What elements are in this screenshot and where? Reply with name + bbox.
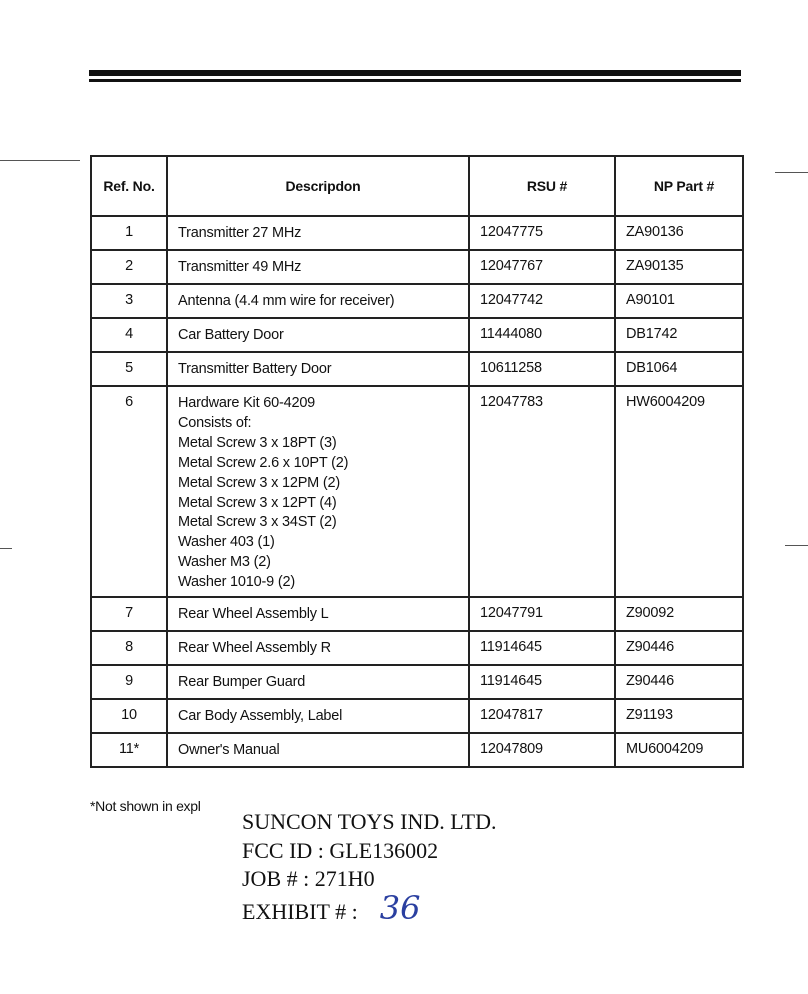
cell-description — [167, 352, 469, 386]
header-rule-thin — [89, 79, 741, 82]
description-line: Antenna (4.4 mm wire for receiver) — [178, 293, 395, 309]
description-line: Washer M3 (2) — [178, 554, 271, 571]
cell-np-part: DB1742 — [615, 318, 743, 352]
description-line: Car Body Assembly, Label — [178, 708, 343, 724]
table-row — [91, 318, 743, 352]
cell-rsu: 12047775 — [469, 216, 615, 250]
cell-ref-no: 2 — [91, 250, 167, 284]
table-row — [91, 733, 743, 767]
cell-np-part: DB1064 — [615, 352, 743, 386]
description-line: Transmitter Battery Door — [178, 361, 332, 377]
stamp-exhibit-label: EXHIBIT # : — [242, 898, 358, 924]
cell-np-part: MU6004209 — [615, 733, 743, 767]
cell-np-part: Z90446 — [615, 631, 743, 665]
description-line: Rear Bumper Guard — [178, 674, 306, 690]
table-row — [91, 352, 743, 386]
cell-np-part: Z90092 — [615, 597, 743, 631]
description-line: Owner's Manual — [178, 742, 280, 758]
cell-description — [167, 699, 469, 733]
header-np-part: NP Part # — [615, 156, 743, 216]
description-line: Car Battery Door — [178, 327, 284, 343]
parts-table — [90, 155, 744, 768]
cell-ref-no: 8 — [91, 631, 167, 665]
description-line: Metal Screw 3 x 34ST (2) — [178, 514, 337, 531]
cell-rsu: 12047791 — [469, 597, 615, 631]
description-line: Metal Screw 3 x 12PM (2) — [178, 474, 340, 491]
cell-rsu: 12047767 — [469, 250, 615, 284]
cell-rsu: 11914645 — [469, 665, 615, 699]
cell-rsu: 12047742 — [469, 284, 615, 318]
cell-np-part: ZA90136 — [615, 216, 743, 250]
cell-description — [167, 318, 469, 352]
stamp-exhibit-handwritten: 36 — [379, 888, 421, 927]
stamp-company: SUNCON TOYS IND. LTD. — [242, 809, 497, 834]
cell-description — [167, 733, 469, 767]
cell-rsu: 11914645 — [469, 631, 615, 665]
cell-description — [167, 386, 469, 597]
table-row — [91, 665, 743, 699]
cell-ref-no: 3 — [91, 284, 167, 318]
description-line: Washer 403 (1) — [178, 534, 275, 551]
description-line: Metal Screw 3 x 12PT (4) — [178, 494, 337, 511]
footnote: *Not shown in expl — [90, 798, 201, 814]
cell-ref-no: 10 — [91, 699, 167, 733]
description-line: Transmitter 27 MHz — [178, 225, 302, 241]
scan-mark — [775, 172, 808, 173]
table-row — [91, 216, 743, 250]
table-row — [91, 699, 743, 733]
cell-ref-no: 6 — [91, 386, 167, 597]
cell-rsu: 12047817 — [469, 699, 615, 733]
header-rule-thick — [89, 70, 741, 76]
description-line: Transmitter 49 MHz — [178, 259, 302, 275]
cell-rsu: 11444080 — [469, 318, 615, 352]
cell-ref-no: 5 — [91, 352, 167, 386]
cell-description — [167, 284, 469, 318]
cell-np-part: ZA90135 — [615, 250, 743, 284]
cell-description — [167, 631, 469, 665]
description-line: Metal Screw 2.6 x 10PT (2) — [178, 454, 349, 471]
table-row — [91, 631, 743, 665]
scan-mark — [0, 548, 12, 549]
table-row — [91, 597, 743, 631]
cell-np-part: Z90446 — [615, 665, 743, 699]
description-line: Consists of: — [178, 414, 252, 431]
cell-np-part: Z91193 — [615, 699, 743, 733]
cell-ref-no: 4 — [91, 318, 167, 352]
description-line: Hardware Kit 60-4209 — [178, 395, 316, 411]
description-line: Rear Wheel Assembly R — [178, 640, 331, 656]
cell-rsu: 12047783 — [469, 386, 615, 597]
cell-ref-no: 11* — [91, 733, 167, 767]
cell-rsu: 10611258 — [469, 352, 615, 386]
cell-description — [167, 250, 469, 284]
stamp-fcc-id: FCC ID : GLE136002 — [242, 837, 439, 863]
scan-mark — [785, 545, 808, 546]
cell-np-part: HW6004209 — [615, 386, 743, 597]
header-rsu: RSU # — [469, 156, 615, 216]
stamp-job-number: JOB # : 271H0 — [242, 866, 375, 891]
cell-description — [167, 597, 469, 631]
header-description: Descripdon — [167, 156, 469, 216]
header-ref-no: Ref. No. — [91, 156, 167, 216]
cell-description — [167, 665, 469, 699]
cell-ref-no: 1 — [91, 216, 167, 250]
cell-description — [167, 216, 469, 250]
table-row — [91, 284, 743, 318]
table-row — [91, 250, 743, 284]
description-line: Washer 1010-9 (2) — [178, 574, 295, 591]
description-line: Metal Screw 3 x 18PT (3) — [178, 434, 337, 451]
company-stamp — [242, 808, 496, 926]
cell-ref-no: 9 — [91, 665, 167, 699]
cell-rsu: 12047809 — [469, 733, 615, 767]
description-line: Rear Wheel Assembly L — [178, 606, 329, 622]
table-row — [91, 386, 743, 597]
cell-ref-no: 7 — [91, 597, 167, 631]
cell-np-part: A90101 — [615, 284, 743, 318]
table-header-row — [91, 156, 743, 216]
stamp-exhibit — [242, 888, 496, 927]
scan-mark — [0, 160, 80, 161]
